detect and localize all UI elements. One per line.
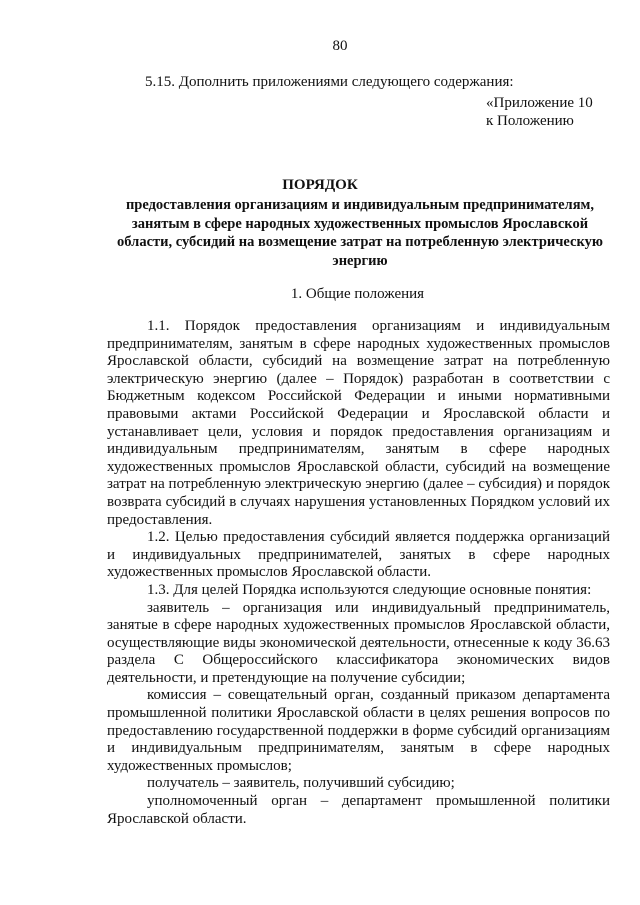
definition-applicant: заявитель – организация или индивидуальный предприниматель, занятые в сфере народных художественных промыслов Ярославской области, осуществляющие виды экономической деятельности, отнесенные к коду 36.63 раздела С Общероссийского классификатора экономических видов деятельности, и претендующие на получение субсидии; bbox=[107, 599, 610, 686]
definition-recipient: получатель – заявитель, получивший субсидию; bbox=[147, 775, 455, 792]
paragraph-1-1: 1.1. Порядок предоставления организациям и индивидуальным предпринимателям, занятым в сфере народных художественных промыслов Ярославской области, субсидий на возмещение затрат на потребленную электрическую энергию (далее – Порядок) разработан в соответствии с Бюджетным кодексом Российской Федерации и иными нормативными правовыми актами Российской Федерации и Ярославской области и устанавливает цели, условия и порядок предоставления организациям и индивидуальным предпринимателям, занятым в сфере народных художественных промыслов Ярославской области, субсидий на возмещение затрат на потребленную электрическую энергию (далее – субсидия) и порядок возврата субсидий в случаях нарушения установленных Порядком условий их предоставления. bbox=[107, 318, 610, 528]
document-body bbox=[107, 318, 610, 828]
paragraph-1-3: 1.3. Для целей Порядка используются следующие основные понятия: bbox=[147, 581, 592, 598]
definition-commission: комиссия – совещательный орган, созданный приказом департамента промышленной политики Ярославской области в целях решения вопросов по предоставлению государственной поддержки в форме субсидий организациям и индивидуальным предпринимателям, занятым в сфере народных художественных промыслов; bbox=[107, 687, 610, 774]
appendix-reference bbox=[486, 94, 593, 130]
document-title: ПОРЯДОК bbox=[282, 177, 358, 193]
section-heading: 1. Общие положения bbox=[290, 286, 425, 302]
definition-authorized-body: уполномоченный орган – департамент промышленной политики Ярославской области. bbox=[107, 793, 610, 827]
paragraph-1-2: 1.2. Целью предоставления субсидий является поддержка организаций и индивидуальных предпринимателей, занятых в сфере народных художественных промыслов Ярославской области. bbox=[107, 529, 610, 581]
document-subtitle: предоставления организациям и индивидуальным предпринимателям, занятым в сфере народных художественных промыслов Ярославской области, субсидий на возмещение затрат на потребленную электрическую энергию bbox=[117, 197, 603, 269]
appendix-line-1: «Приложение 10 bbox=[486, 95, 593, 111]
intro-text: 5.15. Дополнить приложениями следующего содержания: bbox=[145, 74, 514, 90]
appendix-line-2: к Положению bbox=[486, 113, 574, 129]
page-number: 80 bbox=[332, 38, 348, 54]
